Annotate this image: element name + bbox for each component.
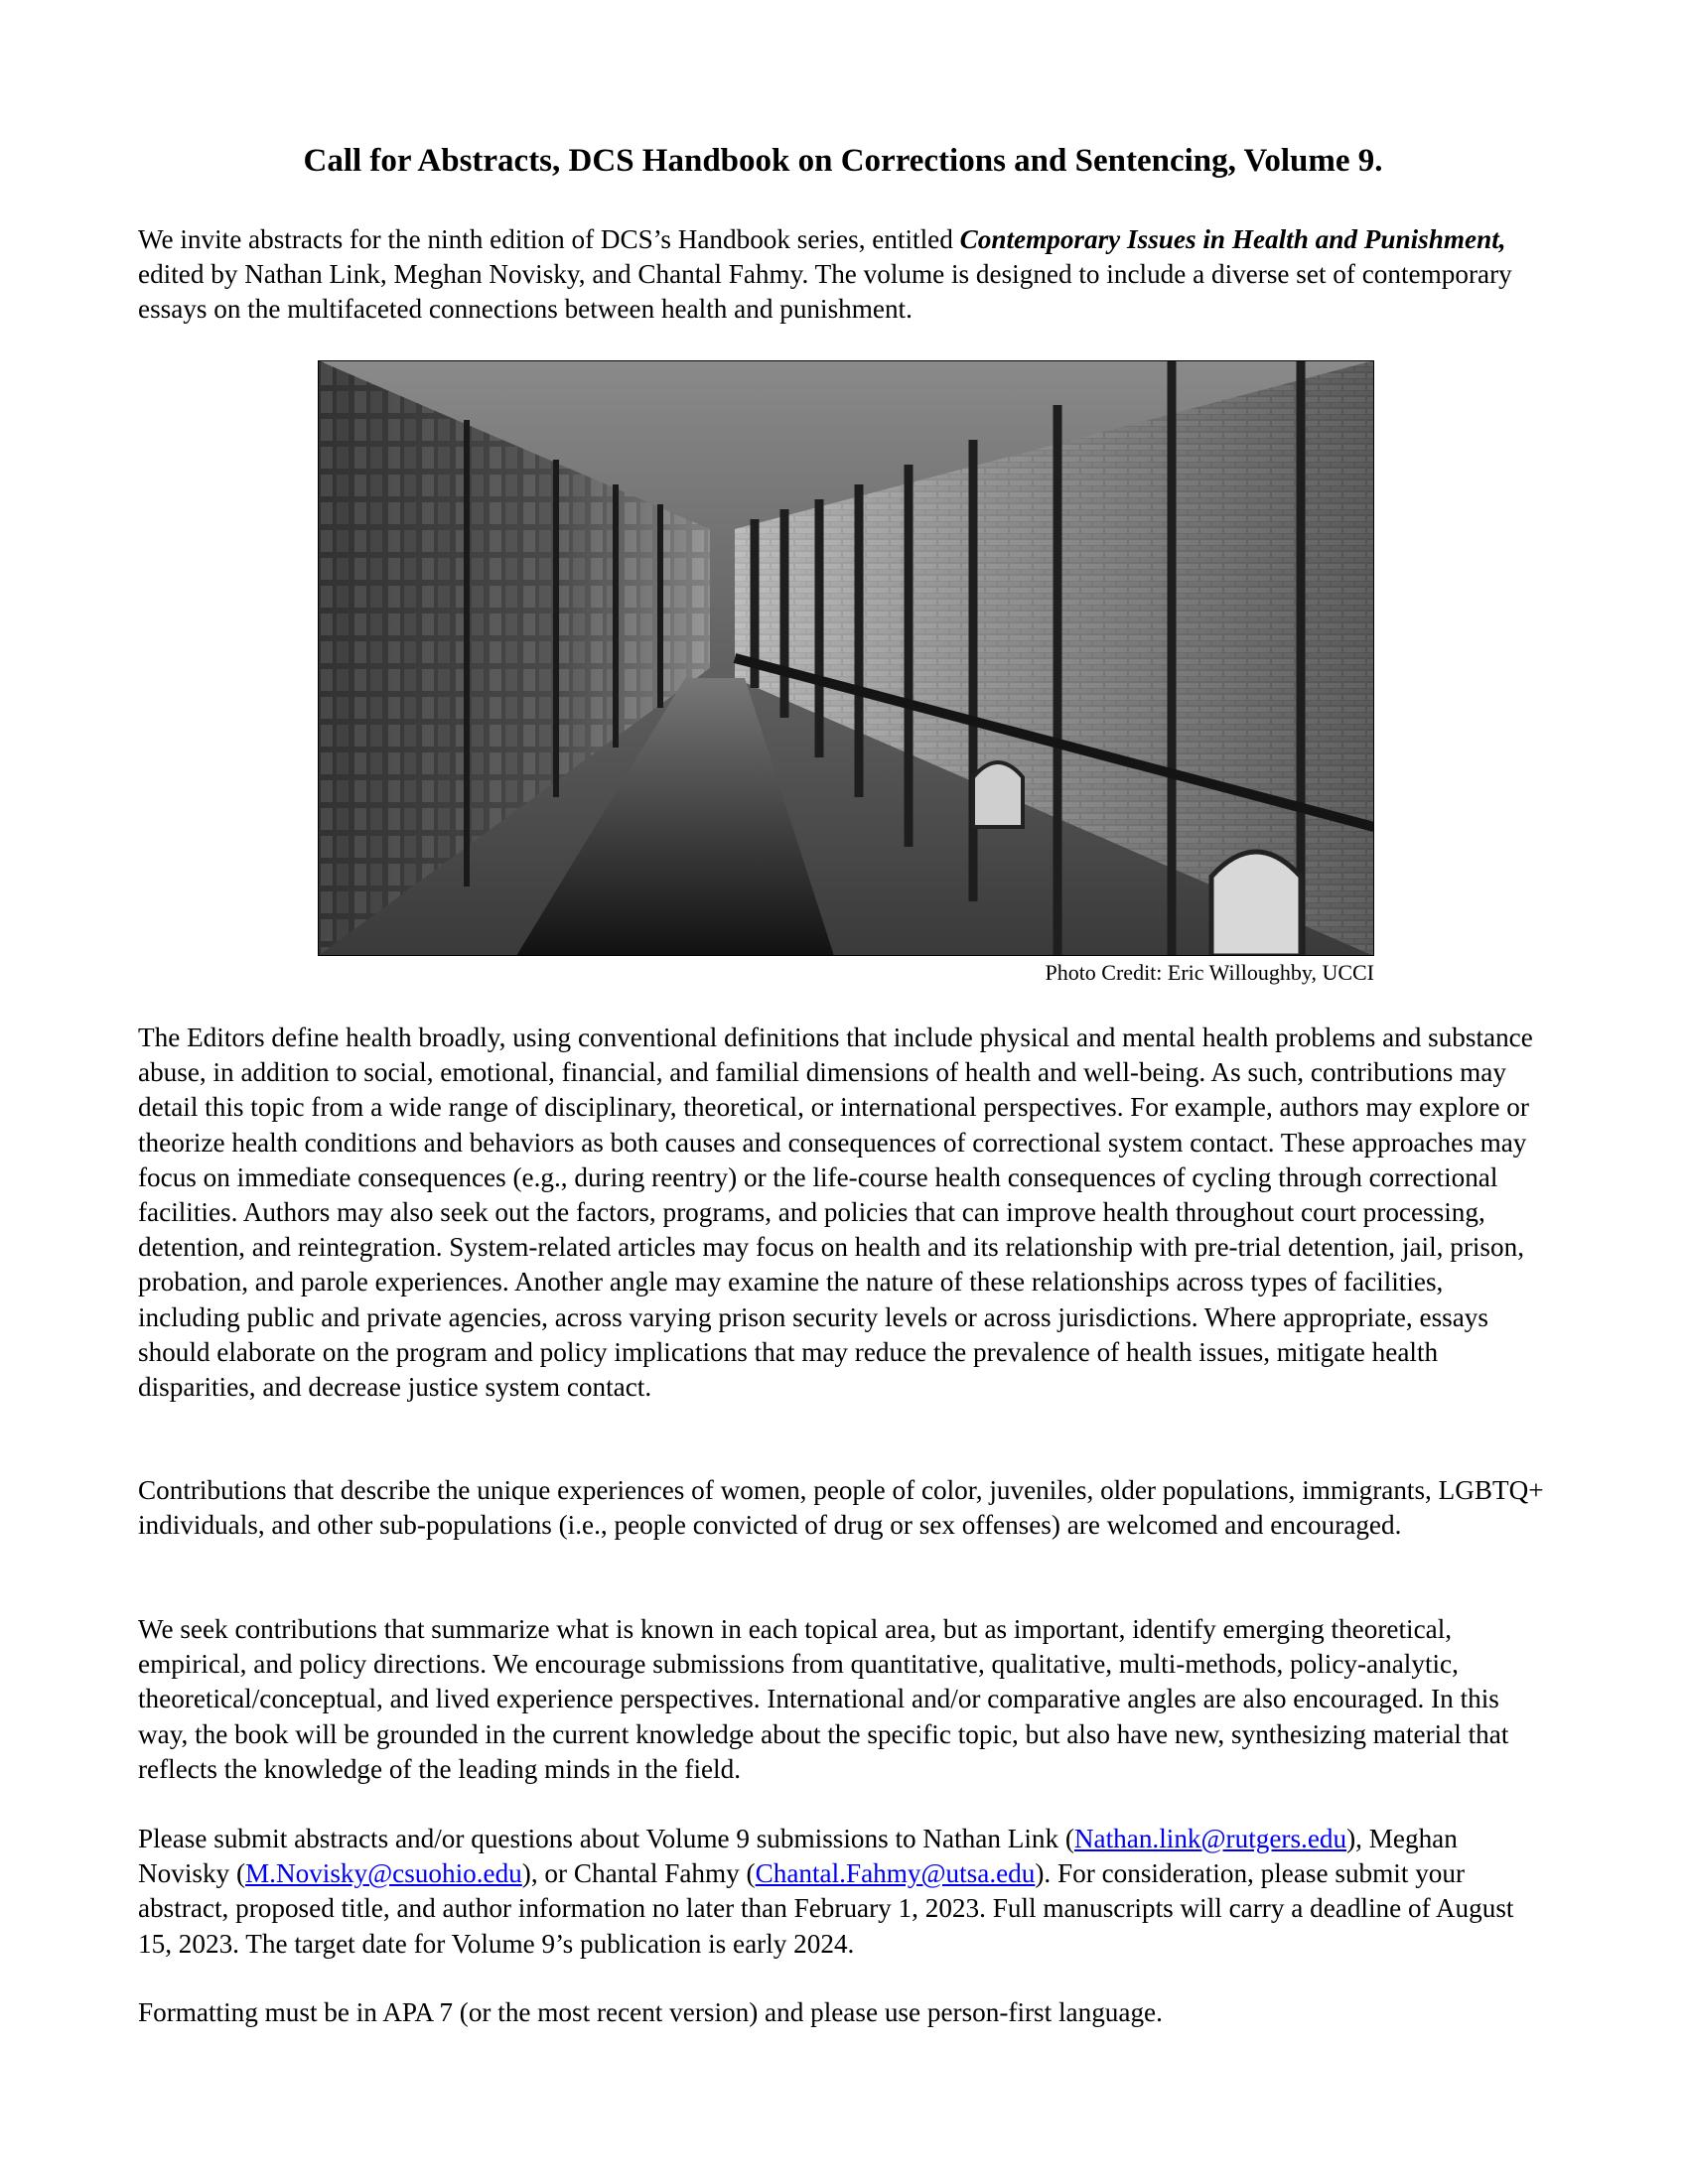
submission-paragraph — [138, 1822, 1548, 1962]
scope-paragraph: The Editors define health broadly, using conventional definitions that include physical and mental health problems and substance abuse, in addition to social, emotional, financial, and familial dimensions of health and well-being. As such, contributions may detail this topic from a wide range of disciplinary, theoretical, or international perspectives. For example, authors may explore or theorize health conditions and behaviors as both causes and consequences of correctional system contact. These approaches may focus on immediate consequences (e.g., during reentry) or the life-course health consequences of cycling through correctional facilities. Authors may also seek out the factors, programs, and policies that can improve health throughout court processing, detention, and reintegration. System-related articles may focus on health and its relationship with pre-trial detention, jail, prison, probation, and parole experiences. Another angle may examine the nature of these relationships across types of facilities, including public and private agencies, across varying prison security levels or across jurisdictions. Where appropriate, essays should elaborate on the program and policy implications that may reduce the prevalence of health issues, mitigate health disparities, and decrease justice system contact. — [138, 1023, 1533, 1403]
book-title: Contemporary Issues in Health and Punishment, — [959, 224, 1506, 254]
email-link-chantal-fahmy[interactable]: Chantal.Fahmy@utsa.edu — [755, 1858, 1036, 1889]
intro-text-after: edited by Nathan Link, Meghan Novisky, and Chantal Fahmy. The volume is designed to include a diverse set of contemporary essays on the multifaceted connections between health and punishment. — [138, 259, 1512, 325]
formatting-paragraph: Formatting must be in APA 7 (or the most recent version) and please use person-first language. — [138, 1997, 1163, 2027]
prison-corridor-illustration — [318, 360, 1374, 956]
contributions-paragraph: We seek contributions that summarize what is known in each topical area, but as important, identify emerging theoretical, empirical, and policy directions. We encourage submissions from quantitative, qualitative, multi-methods, policy-analytic, theoretical/conceptual, and lived experience perspectives. International and/or comparative angles are also encouraged. In this way, the book will be grounded in the current knowledge about the specific topic, but also have new, synthesizing material that reflects the knowledge of the leading minds in the field. — [138, 1614, 1509, 1784]
email-link-nathan-link[interactable]: Nathan.link@rutgers.edu — [1073, 1824, 1347, 1853]
submission-text-3: ), or Chantal Fahmy ( — [521, 1858, 756, 1889]
submission-text-1: Please submit abstracts and/or questions about Volume 9 submissions to Nathan Link ( — [138, 1824, 1074, 1853]
intro-paragraph — [138, 222, 1548, 328]
populations-paragraph: Contributions that describe the unique experiences of women, people of color, juveniles, older populations, immigrants, LGBTQ+ individuals, and other sub-populations (i.e., people convicted of drug or sex offenses) are welcomed and encouraged. — [138, 1475, 1544, 1541]
page-title: Call for Abstracts, DCS Handbook on Corrections and Sentencing, Volume 9. — [303, 143, 1383, 179]
email-link-meghan-novisky[interactable]: M.Novisky@csuohio.edu — [245, 1858, 522, 1889]
intro-text-before: We invite abstracts for the ninth edition of DCS’s Handbook series, entitled — [138, 224, 960, 254]
submission-text-4: ). For consideration, please submit your abstract, proposed title, and author information no later than February 1, 2023. Full manuscripts will carry a deadline of August 15, 2023. The target date for Volume 9’s publication is early 2024. — [138, 1858, 1514, 1959]
submission-text-2: ), Meghan Novisky ( — [138, 1824, 1458, 1889]
prison-corridor-photo — [318, 360, 1374, 956]
photo-credit: Photo Credit: Eric Willoughby, UCCI — [1045, 960, 1374, 985]
